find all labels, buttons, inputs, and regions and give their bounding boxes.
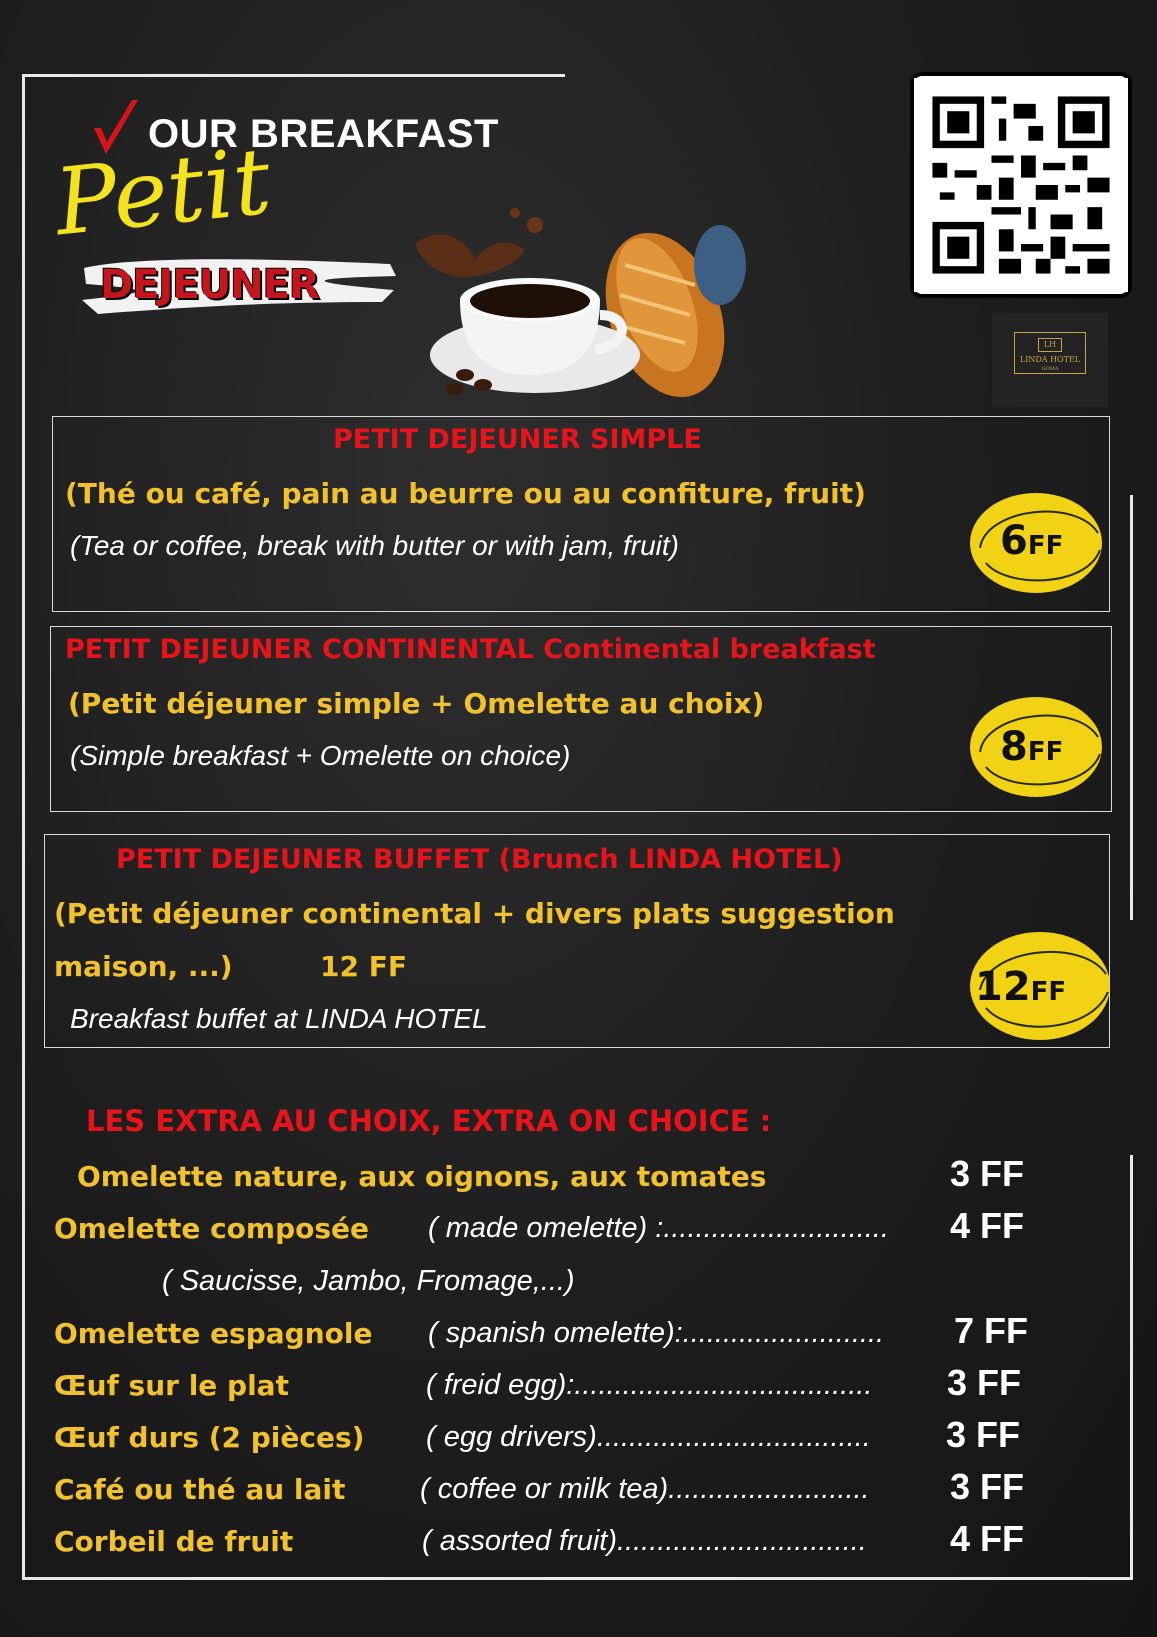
frame-line-right-upper [1130, 495, 1133, 920]
section-simple-title: PETIT DEJEUNER SIMPLE [333, 424, 702, 455]
frame-line-top [22, 74, 565, 77]
section-buffet-inline-price: 12 FF [320, 950, 407, 983]
frame-line-bottom [22, 1577, 1132, 1580]
section-continental-title: PETIT DEJEUNER CONTINENTAL Continental breakfast [65, 634, 876, 665]
section-continental-desc-fr: (Petit déjeuner simple + Omelette au choix) [68, 687, 765, 720]
extra-item-price: 4 FF [950, 1205, 1025, 1246]
section-continental-desc-en: (Simple breakfast + Omelette on choice) [70, 740, 571, 771]
extra-item-price: 4 FF [950, 1518, 1025, 1559]
section-simple-desc-en: (Tea or coffee, break with butter or with jam, fruit) [70, 530, 679, 561]
extra-item-name: Œuf sur le plat [54, 1369, 289, 1402]
hotel-logo-city: GOMA [1041, 366, 1059, 372]
extra-item-name: Corbeil de fruit [54, 1525, 294, 1558]
price-buffet: 12FF [975, 964, 1067, 1010]
section-simple-desc-fr: (Thé ou café, pain au beurre ou au confiture, fruit) [65, 477, 866, 510]
page-title: OUR BREAKFAST [148, 112, 499, 156]
extra-item-desc: ( assorted fruit)............................... [422, 1525, 867, 1557]
extra-item-price: 3 FF [947, 1362, 1022, 1403]
hotel-logo-name: LINDA HOTEL [1019, 355, 1081, 364]
extra-item-name: Omelette espagnole [54, 1317, 373, 1350]
qr-code-icon [914, 76, 1128, 294]
extra-item-desc: ( spanish omelette):......................... [428, 1317, 885, 1349]
price-continental: 8FF [1000, 724, 1064, 770]
extra-item-desc: ( freid egg):..................................... [426, 1369, 873, 1401]
extra-item-desc: ( Saucisse, Jambo, Fromage,...) [162, 1265, 575, 1297]
extra-item-desc: ( coffee or milk tea)......................... [420, 1473, 870, 1505]
extra-item-name: Café ou thé au lait [54, 1473, 346, 1506]
section-buffet-title: PETIT DEJEUNER BUFFET (Brunch LINDA HOTEL) [116, 844, 843, 875]
extras-title: LES EXTRA AU CHOIX, EXTRA ON CHOICE : [86, 1104, 772, 1138]
extra-item-name: Omelette composée [54, 1212, 369, 1245]
hotel-logo-mark: LH [1038, 338, 1062, 352]
dejeuner-logo: DEJEUNER [100, 262, 319, 308]
extra-item-name: Omelette nature, aux oignons, aux tomates [77, 1160, 767, 1193]
price-simple: 6FF [1000, 518, 1064, 564]
frame-line-left [22, 74, 25, 1580]
extra-item-desc: ( made omelette) :............................ [428, 1212, 889, 1244]
extra-item-price: 3 FF [950, 1153, 1025, 1194]
extra-item-price: 3 FF [950, 1466, 1025, 1507]
petit-script-logo: Petit [50, 127, 276, 257]
extra-item-desc: ( egg drivers).................................. [426, 1421, 871, 1453]
section-buffet-desc-fr-line2: maison, ...) [54, 950, 233, 983]
section-buffet-desc-en: Breakfast buffet at LINDA HOTEL [70, 1003, 488, 1034]
coffee-bread-image [395, 205, 755, 405]
extra-item-price: 3 FF [946, 1414, 1021, 1455]
qr-code[interactable] [910, 72, 1132, 298]
extra-item-price: 7 FF [954, 1310, 1029, 1351]
frame-line-right-lower [1130, 1155, 1133, 1580]
section-buffet-desc-fr-line1: (Petit déjeuner continental + divers plats suggestion [54, 897, 895, 930]
extra-item-name: Œuf durs (2 pièces) [54, 1421, 365, 1454]
